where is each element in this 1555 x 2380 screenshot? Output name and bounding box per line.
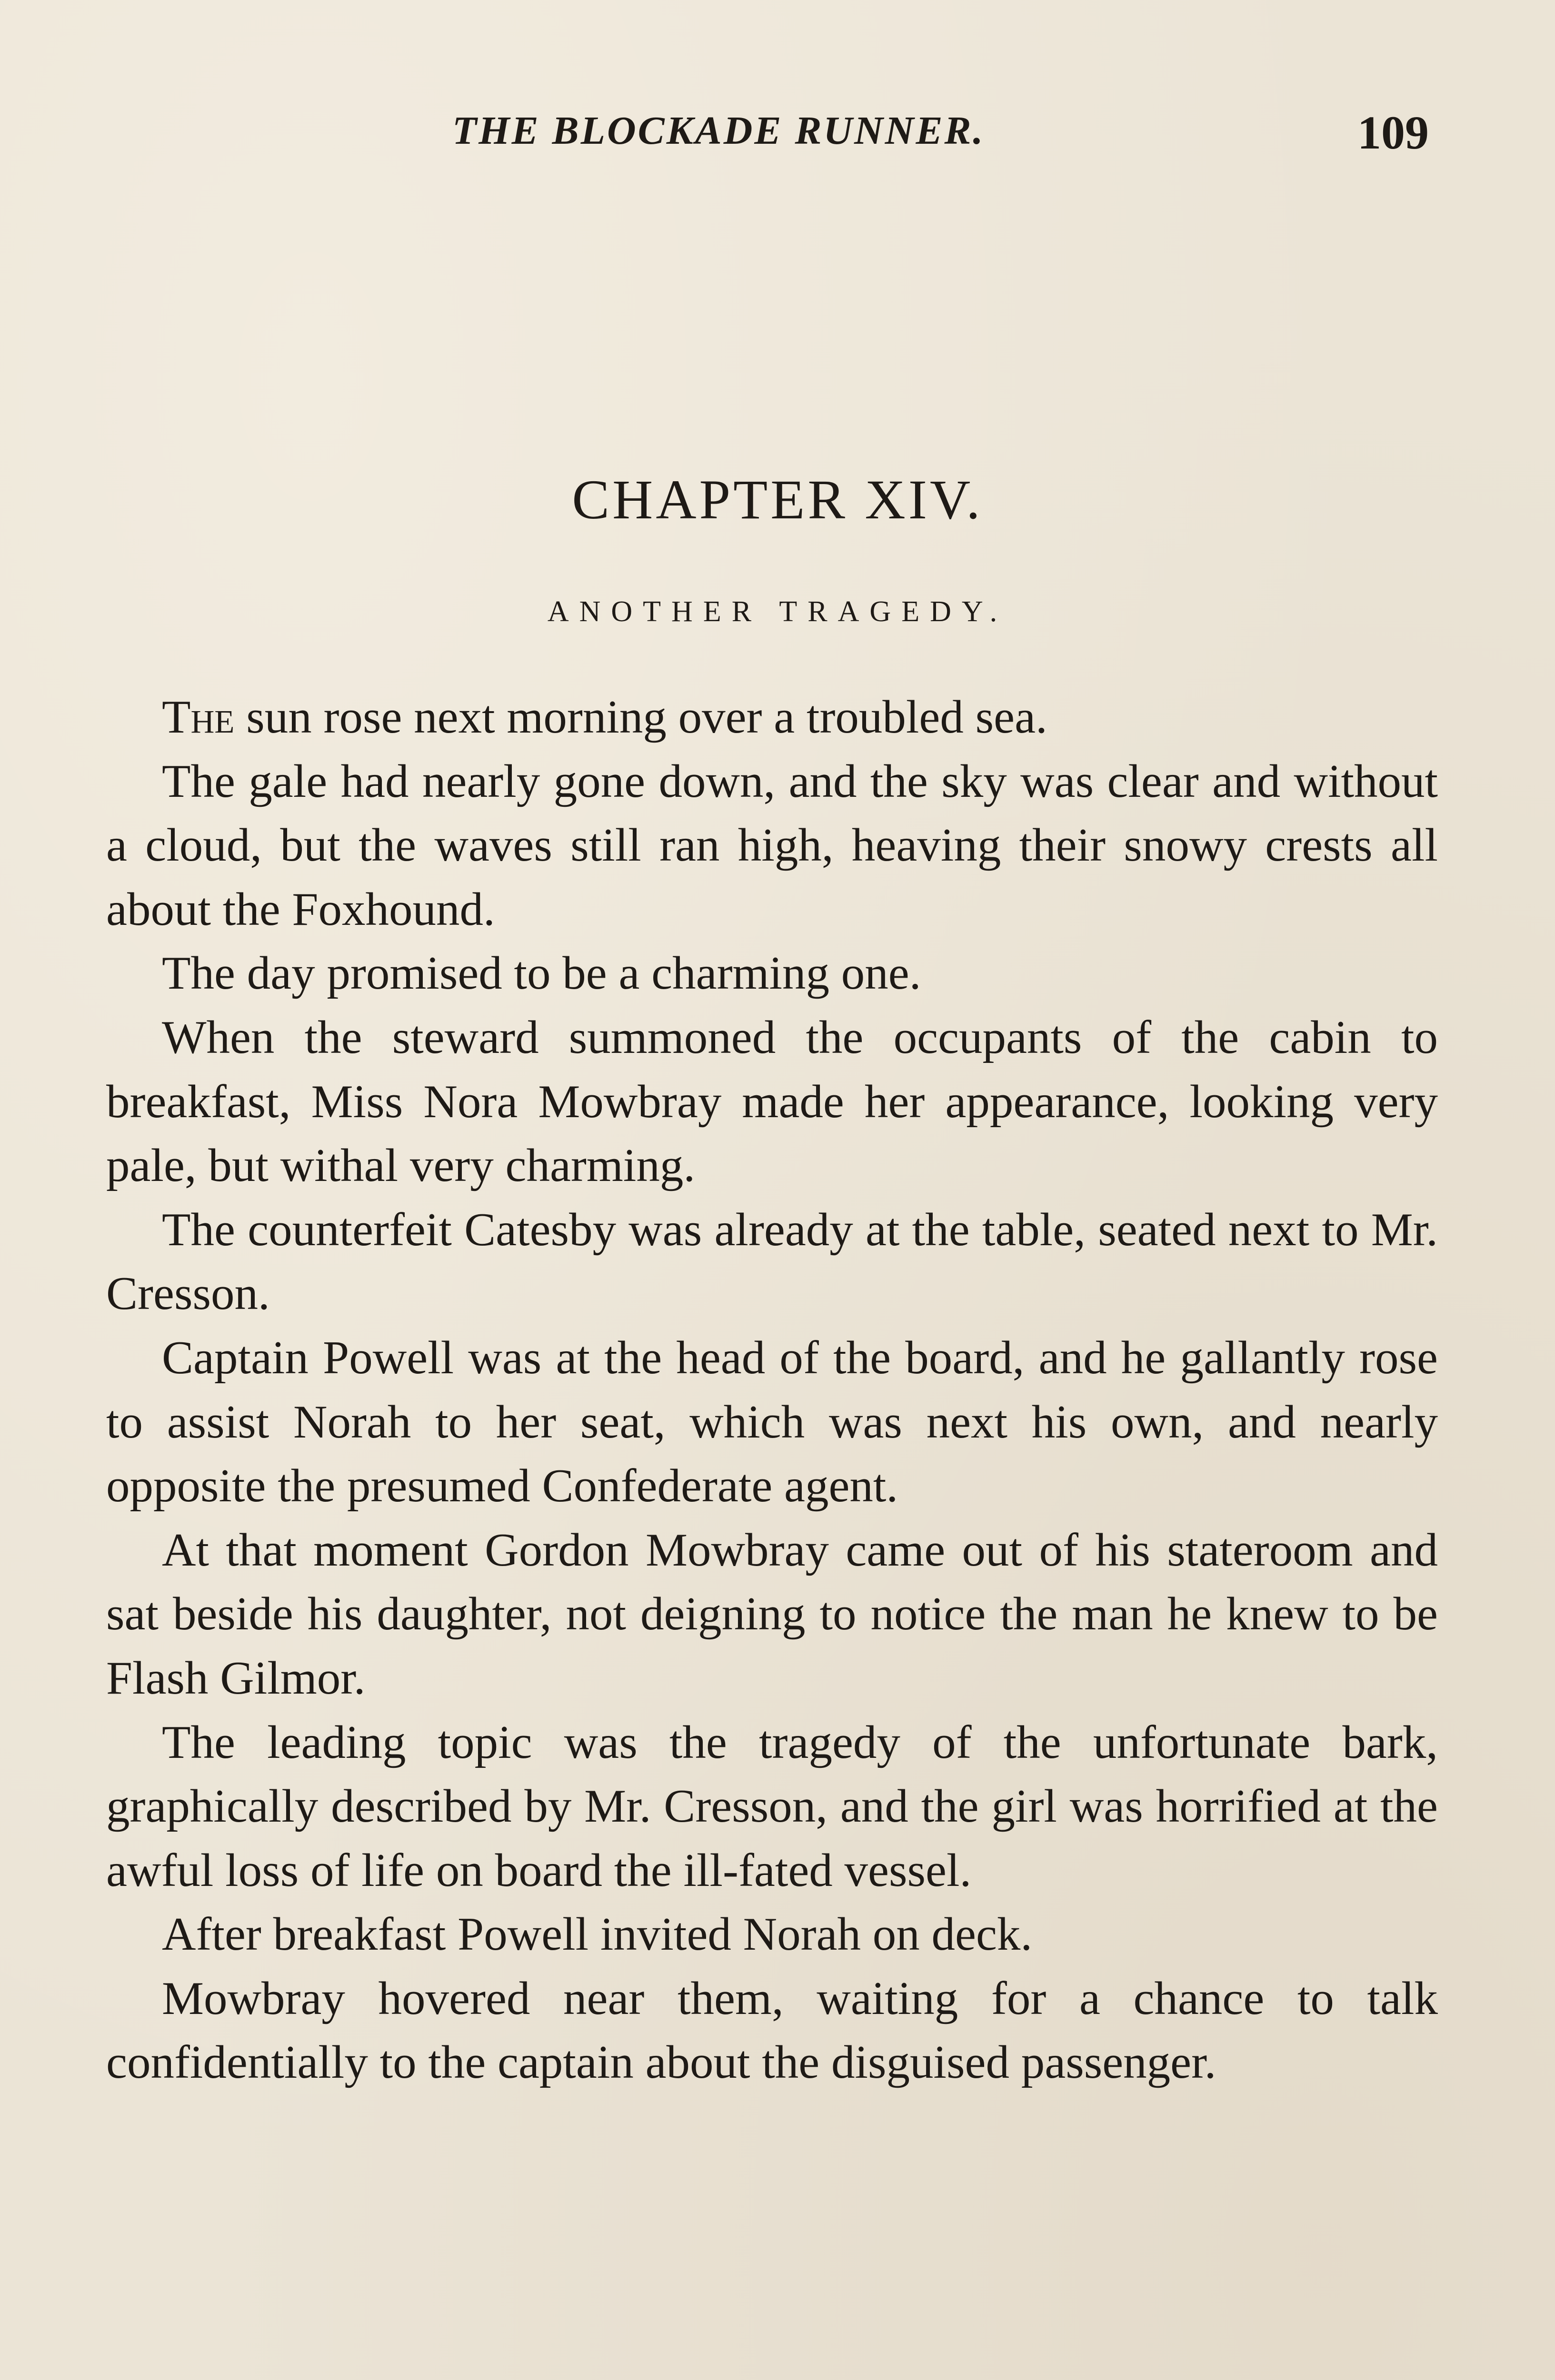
- chapter-subtitle: ANOTHER TRAGEDY.: [547, 595, 1008, 628]
- page-number: 109: [1357, 106, 1429, 159]
- paragraph: After breakfast Powell invited Norah on deck.: [162, 1908, 1033, 1961]
- paragraph: When the steward summoned the occupants of the cabin to breakfast, Miss Nora Mowbray made her appearance, looking very pale, but withal very charming.: [106, 1011, 1438, 1192]
- paragraph: [106, 685, 1438, 750]
- running-head: [0, 105, 1555, 157]
- paragraph: Captain Powell was at the head of the board, and he gallantly rose to assist Norah to her seat, which was next his own, and nearly opposite the presumed Confederate agent.: [106, 1331, 1438, 1512]
- chapter-body: [106, 685, 1438, 2095]
- paragraph: Mowbray hovered near them, waiting for a chance to talk confidentially to the captain about the disguised passenger.: [106, 1972, 1438, 2089]
- paragraph: The counterfeit Catesby was already at the table, seated next to Mr. Cresson.: [106, 1203, 1438, 1320]
- running-title: THE BLOCKADE RUNNER.: [452, 109, 985, 153]
- paragraph: The day promised to be a charming one.: [162, 947, 921, 1000]
- paragraph-text: sun rose next morning over a troubled sea.: [234, 691, 1047, 743]
- small-caps-lead: The: [162, 691, 235, 743]
- paragraph: At that moment Gordon Mowbray came out of his stateroom and sat beside his daughter, not deigning to notice the man he knew to be Flash Gilmor.: [106, 1524, 1438, 1704]
- chapter-title: CHAPTER XIV.: [572, 468, 983, 531]
- paragraph: The gale had nearly gone down, and the sky was clear and without a cloud, but the waves still ran high, heaving their snowy crests all about the Foxhound.: [106, 755, 1438, 935]
- paragraph: The leading topic was the tragedy of the unfortunate bark, graphically described by Mr. Cresson, and the girl was horrified at the awful loss of life on board the ill-fated vessel.: [106, 1716, 1438, 1896]
